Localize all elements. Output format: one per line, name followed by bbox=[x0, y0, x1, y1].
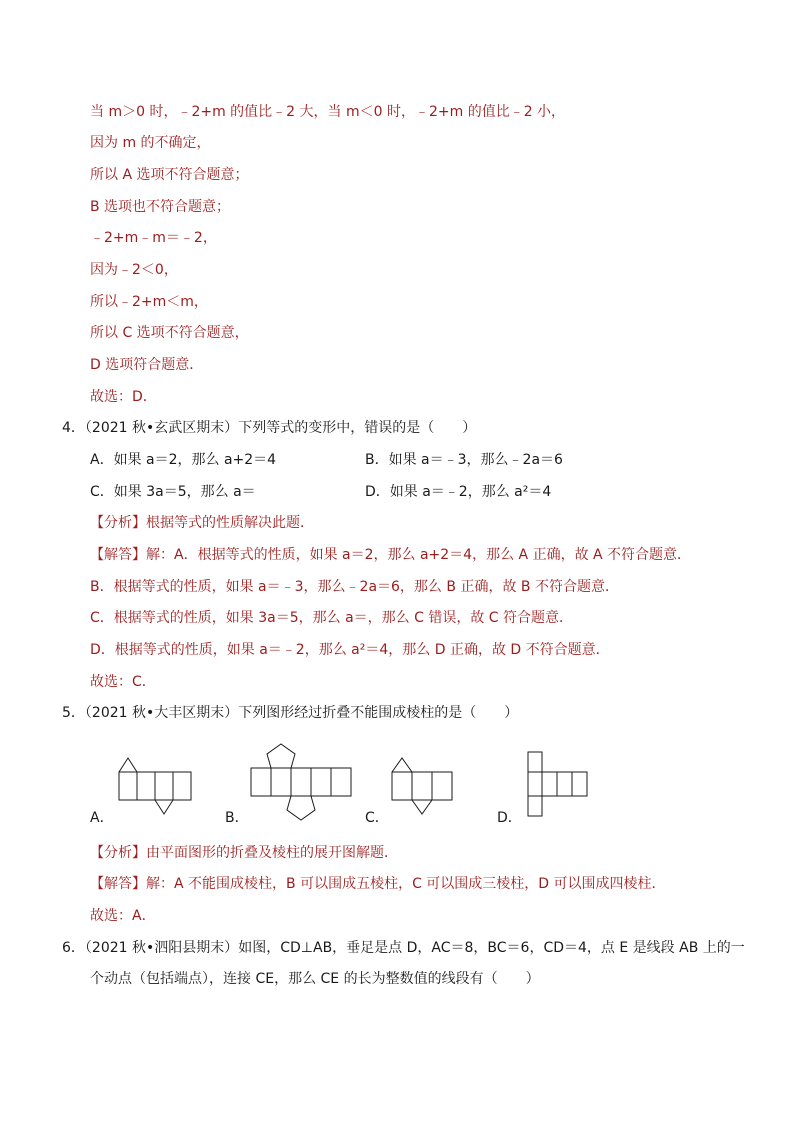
net-figure-d bbox=[524, 748, 594, 820]
analysis-tag: 【分析】 bbox=[90, 845, 146, 861]
solution-line: 当 m＞0 时，﹣2+m 的值比﹣2 大，当 m＜0 时，﹣2+m 的值比﹣2 小， bbox=[90, 104, 566, 120]
answer-text: 解：A 不能围成棱柱，B 可以围成五棱柱，C 可以围成三棱柱，D 可以围成四棱柱． bbox=[146, 876, 666, 892]
solution-choice: 故选：D． bbox=[90, 389, 157, 405]
figure-label-a: A． bbox=[90, 810, 114, 826]
figure-label-c: C． bbox=[365, 810, 389, 826]
question-6-stem-cont: 个动点（包括端点），连接 CE，那么 CE 的长为整数值的线段有（ ） bbox=[90, 971, 540, 987]
question-4-option-a: A．如果 a＝2，那么 a+2＝4 bbox=[90, 452, 277, 468]
question-4-option-d: D．如果 a＝﹣2，那么 a²＝4 bbox=[365, 484, 552, 500]
question-4-option-b: B．如果 a＝﹣3，那么﹣2a＝6 bbox=[365, 452, 563, 468]
question-4-stem: 4．（2021 秋•玄武区期末）下列等式的变形中，错误的是（ ） bbox=[62, 420, 477, 436]
question-4-option-c: C．如果 3a＝5，那么 a＝ bbox=[90, 484, 256, 500]
question-6-stem: 6．（2021 秋•泗阳县期末）如图，CD⊥AB，垂足是点 D，AC＝8，BC＝6，CD＝4，点 E 是线段 AB 上的一 bbox=[62, 940, 745, 956]
solution-line: D 选项符合题意． bbox=[90, 357, 204, 373]
figure-label-b: B． bbox=[225, 810, 249, 826]
answer-tag: 【解答】 bbox=[90, 547, 146, 563]
question-4-answer-line: C．根据等式的性质，如果 3a＝5，那么 a＝，那么 C 错误，故 C 符合题意． bbox=[90, 610, 573, 626]
answer-tag: 【解答】 bbox=[90, 876, 146, 892]
analysis-text: 根据等式的性质解决此题． bbox=[146, 515, 314, 531]
question-5-analysis bbox=[90, 843, 398, 863]
question-4-answer-line: B．根据等式的性质，如果 a＝﹣3，那么﹣2a＝6，那么 B 正确，故 B 不符合题意． bbox=[90, 579, 619, 595]
solution-line: 因为 m 的不确定， bbox=[90, 135, 211, 151]
analysis-text: 由平面图形的折叠及棱柱的展开图解题． bbox=[146, 845, 398, 861]
question-5-stem: 5．（2021 秋•大丰区期末）下列图形经过折叠不能围成棱柱的是（ ） bbox=[62, 705, 519, 721]
question-5-choice: 故选：A． bbox=[90, 908, 156, 924]
figure-label-d: D． bbox=[497, 810, 522, 826]
solution-line: 所以 C 选项不符合题意， bbox=[90, 325, 249, 341]
question-4-analysis bbox=[90, 513, 314, 533]
question-4-answer-line: D．根据等式的性质，如果 a＝﹣2，那么 a²＝4，那么 D 正确，故 D 不符合题意． bbox=[90, 642, 610, 658]
analysis-tag: 【分析】 bbox=[90, 515, 146, 531]
answer-text: 解：A．根据等式的性质，如果 a＝2，那么 a+2＝4，那么 A 正确，故 A 不符合题意． bbox=[146, 547, 692, 563]
net-figure-b bbox=[245, 738, 355, 823]
question-4-answer bbox=[90, 545, 691, 565]
solution-line: B 选项也不符合题意； bbox=[90, 199, 231, 215]
solution-line: 因为﹣2＜0， bbox=[90, 262, 178, 278]
net-figure-c bbox=[388, 748, 458, 818]
question-5-answer bbox=[90, 874, 666, 894]
solution-line: ﹣2+m﹣m＝﹣2， bbox=[90, 230, 217, 246]
solution-line: 所以 A 选项不符合题意； bbox=[90, 167, 249, 183]
question-4-choice: 故选：C． bbox=[90, 674, 156, 690]
net-figure-a bbox=[115, 748, 195, 818]
solution-line: 所以﹣2+m＜m， bbox=[90, 294, 208, 310]
